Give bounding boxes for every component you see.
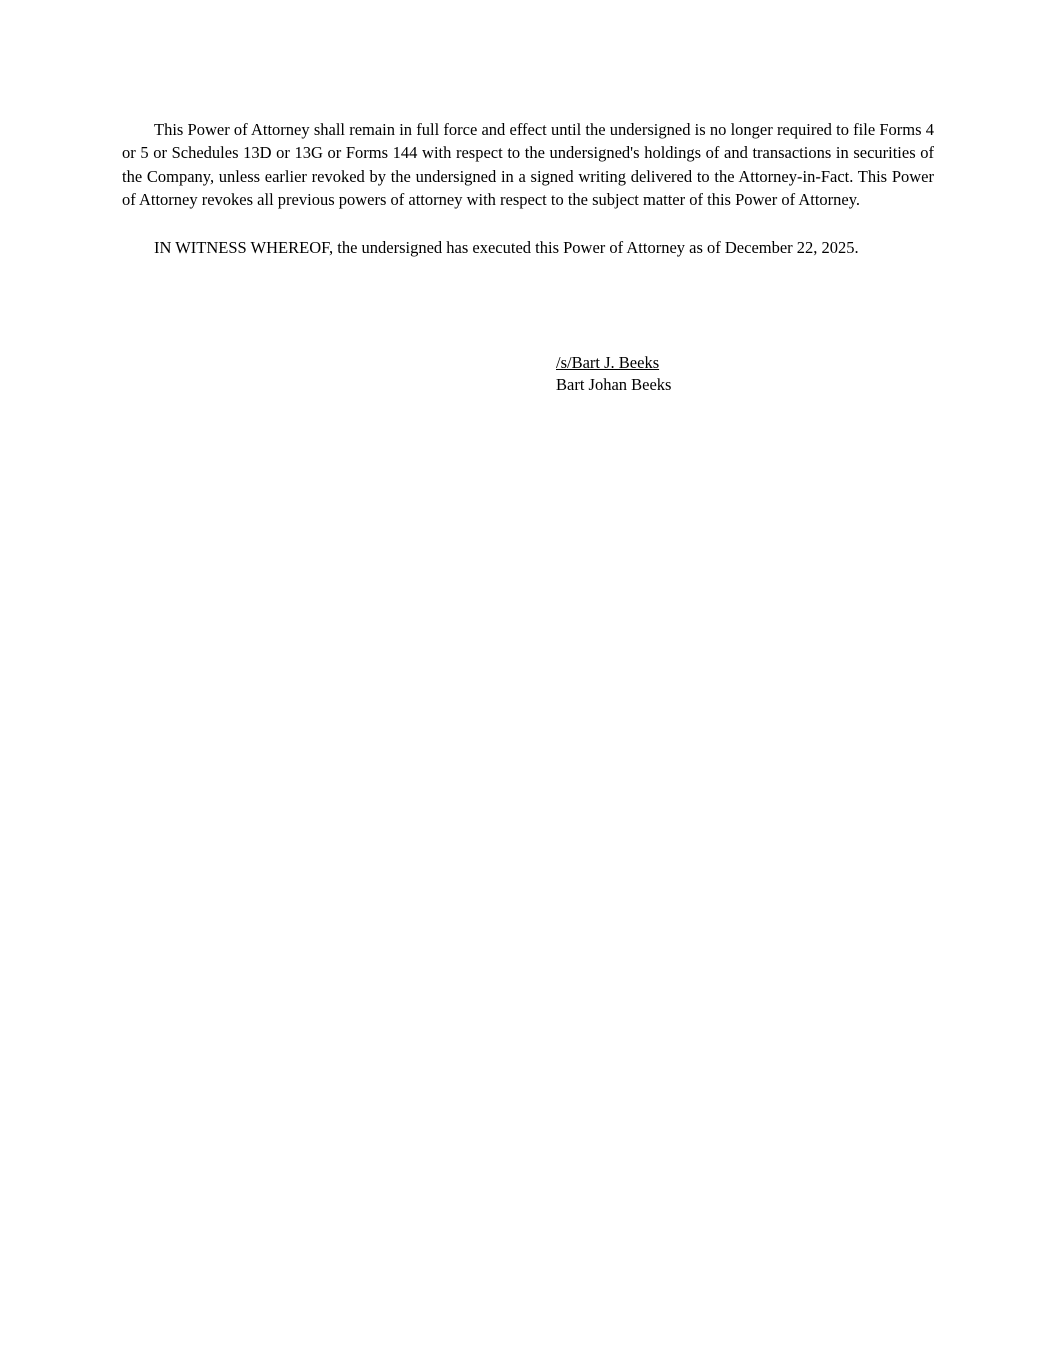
document-body [122, 118, 934, 395]
paragraph-power-of-attorney-term: This Power of Attorney shall remain in full force and effect until the undersigned is no longer required to file Forms 4 or 5 or Schedules 13D or 13G or Forms 144 with respect to the undersigned's holdings of and transactions in securities of the Company, unless earlier revoked by the undersigned in a signed writing delivered to the Attorney-in-Fact. This Power of Attorney revokes all previous powers of attorney with respect to the subject matter of this Power of Attorney. [122, 120, 934, 210]
signatory-printed-name: Bart Johan Beeks [556, 375, 672, 395]
paragraph-in-witness-whereof: IN WITNESS WHEREOF, the undersigned has executed this Power of Attorney as of December 22, 2025. [154, 237, 859, 257]
signature-line: /s/Bart J. Beeks [556, 353, 660, 372]
signature-block [556, 352, 936, 396]
